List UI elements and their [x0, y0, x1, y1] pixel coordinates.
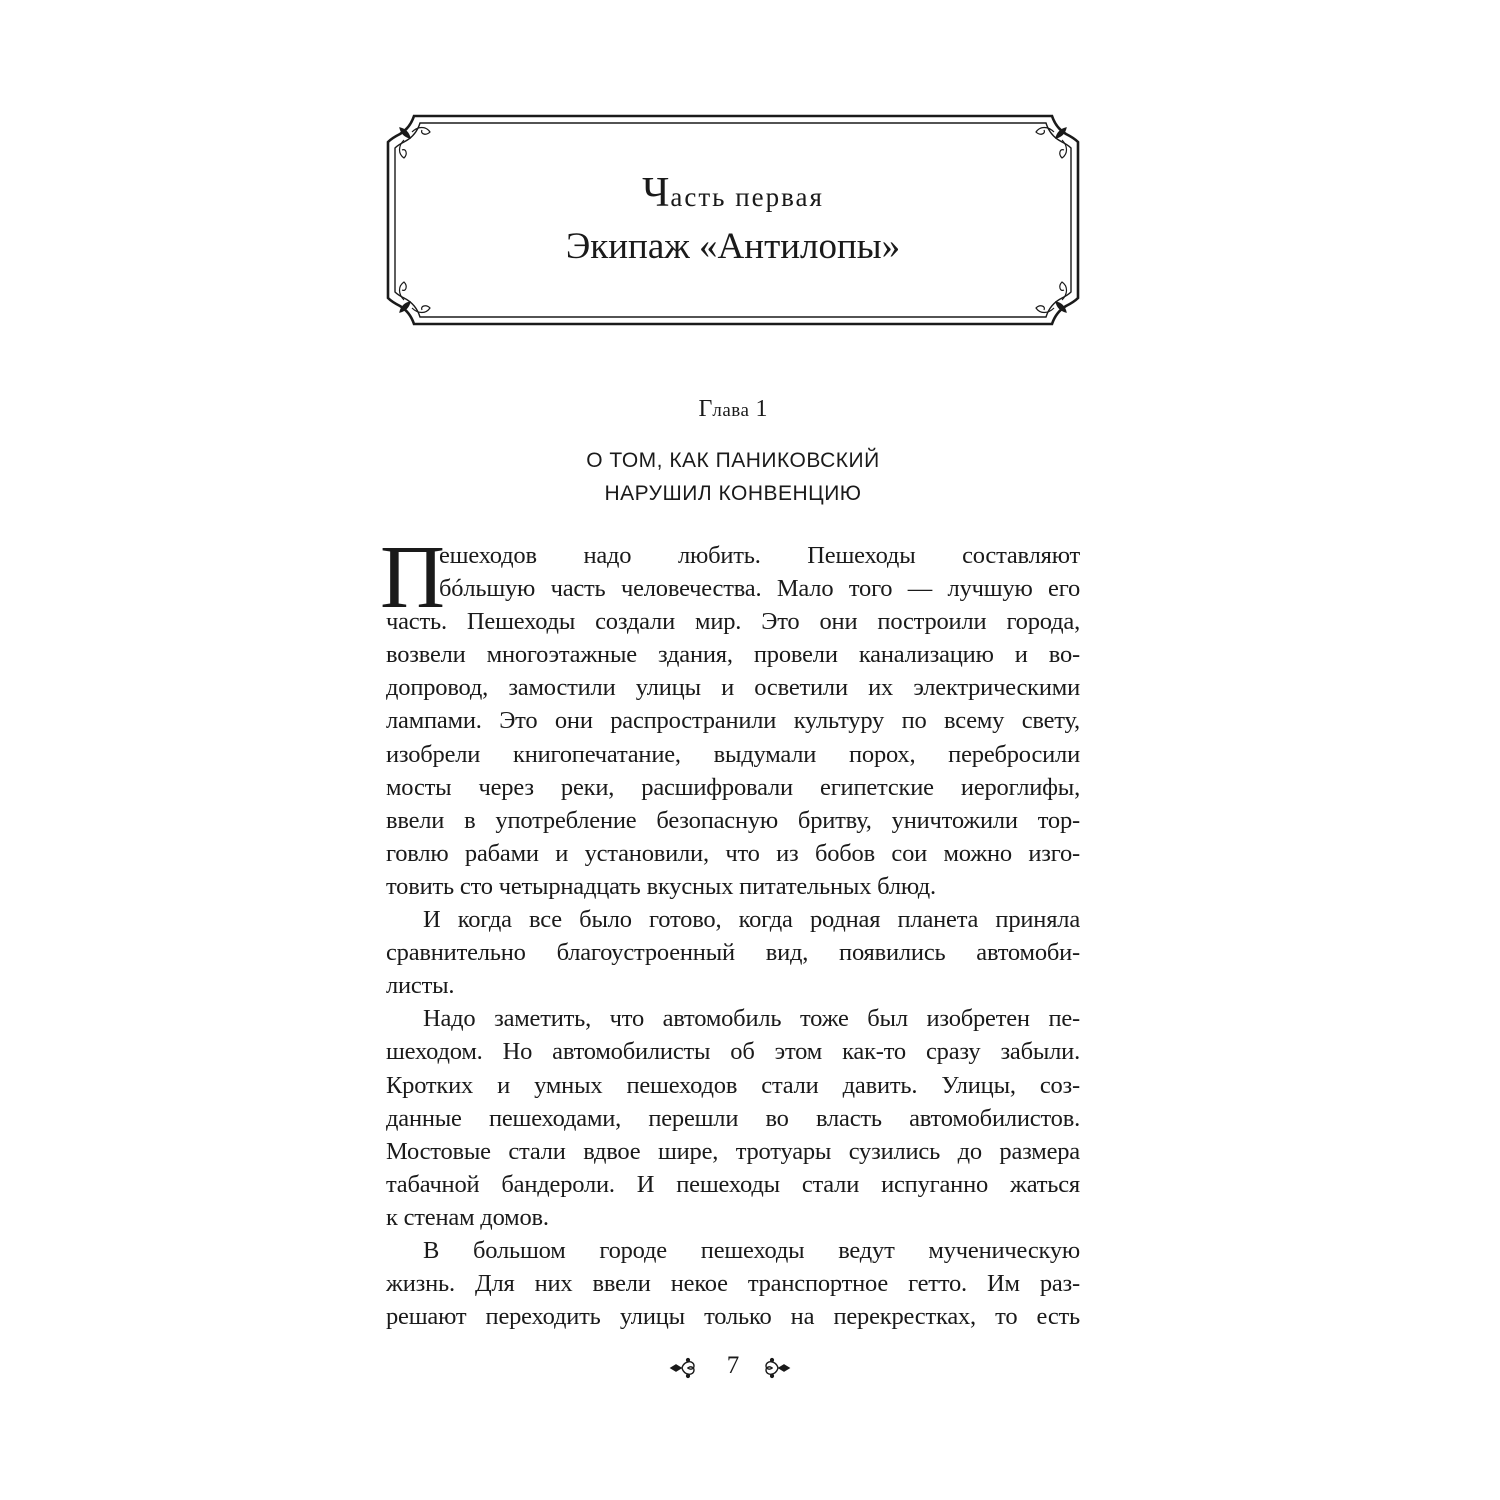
text-line: сравнительно благоустроенный вид, появились автомоби- — [386, 939, 1080, 967]
text-line: говлю рабами и установили, что из бобов сои можно изго- — [386, 839, 1080, 867]
text-line: ешеходов надо любить. Пешеходы составляют — [439, 542, 1080, 569]
part-heading-rest: асть первая — [670, 182, 824, 212]
part-heading — [386, 172, 1080, 214]
page-number: 7 — [726, 1352, 740, 1379]
chapter-title-line: О ТОМ, КАК ПАНИКОВСКИЙ — [586, 449, 880, 472]
chapter-label-rest: лава — [712, 400, 750, 421]
text-line: мосты через реки, расшифровали египетские иероглифы, — [386, 773, 1080, 801]
text-line: к стенам домов. — [386, 1203, 549, 1231]
text-line: табачной бандероли. И пешеходы стали испуганно жаться — [386, 1170, 1080, 1198]
text-line: шеходом. Но автомобилисты об этом как-то сразу забыли. — [386, 1038, 1080, 1066]
text-line: Надо заметить, что автомобиль тоже был изобретен пе- — [423, 1005, 1080, 1033]
text-line: жизнь. Для них ввели некое транспортное гетто. Им раз- — [386, 1270, 1080, 1298]
text-line: бóльшую часть человечества. Мало того — лучшую его — [439, 575, 1080, 603]
chapter-title-line: НАРУШИЛ КОНВЕНЦИЮ — [604, 482, 862, 505]
text-line: изобрели книгопечатание, выдумали порох, перебросили — [386, 740, 1080, 768]
text-line: данные пешеходами, перешли во власть автомобилистов. — [386, 1104, 1080, 1132]
text-line: решают переходить улицы только на перекрестках, то есть — [386, 1303, 1080, 1331]
text-line: листы. — [386, 972, 455, 1000]
chapter-number: 1 — [755, 396, 768, 422]
drop-cap: П — [380, 528, 445, 627]
chapter-title — [386, 444, 1080, 510]
part-heading-initial: Ч — [642, 170, 671, 216]
text-line: товить сто четырнадцать вкусных питательных блюд. — [386, 872, 936, 900]
text-line: И когда все было готово, когда родная планета приняла — [423, 906, 1080, 934]
fleuron-icon — [762, 1356, 792, 1380]
text-line: В большом городе пешеходы ведут мученическую — [423, 1236, 1080, 1264]
chapter-label — [386, 397, 1080, 421]
text-line: лампами. Это они распространили культуру по всему свету, — [386, 707, 1080, 735]
ornate-frame-border — [386, 114, 1080, 326]
text-line: возвели многоэтажные здания, провели канализацию и во- — [386, 641, 1080, 669]
body-text — [380, 528, 1080, 1333]
part-title: Экипаж «Антилопы» — [565, 226, 901, 267]
text-line: часть. Пешеходы создали мир. Это они построили города, — [386, 608, 1080, 636]
part-title-frame — [386, 114, 1080, 326]
text-line: допровод, замостили улицы и осветили их электрическими — [386, 674, 1080, 702]
text-line: ввели в употребление безопасную бритву, уничтожили тор- — [386, 806, 1080, 834]
text-line: Мостовые стали вдвое шире, тротуары сузились до размера — [386, 1137, 1080, 1165]
text-line: Кротких и умных пешеходов стали давить. Улицы, соз- — [386, 1071, 1080, 1099]
page-footer — [386, 1348, 1080, 1388]
chapter-label-initial: Г — [698, 396, 713, 422]
